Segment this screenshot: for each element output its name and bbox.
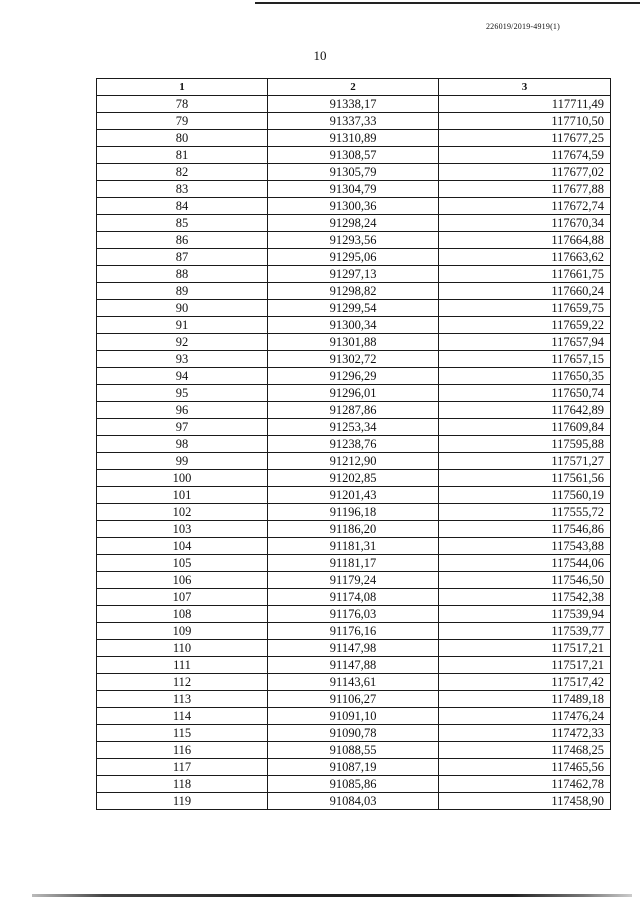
table-row [97,300,611,317]
point-number-cell: 85 [97,215,268,232]
table-row [97,368,611,385]
y-coordinate-cell: 117555,72 [439,504,611,521]
y-coordinate-cell: 117472,33 [439,725,611,742]
y-coordinate-cell: 117561,56 [439,470,611,487]
y-coordinate-cell: 117660,24 [439,283,611,300]
point-number-cell: 88 [97,266,268,283]
point-number-cell: 105 [97,555,268,572]
x-coordinate-cell: 91310,89 [268,130,439,147]
x-coordinate-cell: 91147,98 [268,640,439,657]
x-coordinate-cell: 91296,01 [268,385,439,402]
x-coordinate-cell: 91296,29 [268,368,439,385]
y-coordinate-cell: 117542,38 [439,589,611,606]
x-coordinate-cell: 91238,76 [268,436,439,453]
x-coordinate-cell: 91186,20 [268,521,439,538]
x-coordinate-cell: 91085,86 [268,776,439,793]
y-coordinate-cell: 117672,74 [439,198,611,215]
point-number-cell: 81 [97,147,268,164]
table-row [97,317,611,334]
table-row [97,487,611,504]
x-coordinate-cell: 91147,88 [268,657,439,674]
table-row [97,470,611,487]
x-coordinate-cell: 91298,24 [268,215,439,232]
y-coordinate-cell: 117595,88 [439,436,611,453]
table-row [97,504,611,521]
x-coordinate-cell: 91300,34 [268,317,439,334]
y-coordinate-cell: 117468,25 [439,742,611,759]
point-number-cell: 106 [97,572,268,589]
point-number-cell: 109 [97,623,268,640]
table-row [97,589,611,606]
point-number-cell: 100 [97,470,268,487]
x-coordinate-cell: 91305,79 [268,164,439,181]
table-row [97,249,611,266]
table-row [97,147,611,164]
point-number-cell: 96 [97,402,268,419]
y-coordinate-cell: 117609,84 [439,419,611,436]
y-coordinate-cell: 117711,49 [439,96,611,113]
table-row [97,385,611,402]
table-row [97,725,611,742]
coordinates-table [96,78,611,810]
table-row [97,538,611,555]
point-number-cell: 90 [97,300,268,317]
table-row [97,436,611,453]
x-coordinate-cell: 91293,56 [268,232,439,249]
x-coordinate-cell: 91202,85 [268,470,439,487]
point-number-cell: 86 [97,232,268,249]
table-row [97,521,611,538]
point-number-cell: 111 [97,657,268,674]
y-coordinate-cell: 117546,86 [439,521,611,538]
x-coordinate-cell: 91253,34 [268,419,439,436]
y-coordinate-cell: 117560,19 [439,487,611,504]
table-row [97,402,611,419]
y-coordinate-cell: 117657,15 [439,351,611,368]
x-coordinate-cell: 91295,06 [268,249,439,266]
table-row [97,776,611,793]
x-coordinate-cell: 91091,10 [268,708,439,725]
table-row [97,351,611,368]
point-number-cell: 91 [97,317,268,334]
x-coordinate-cell: 91196,18 [268,504,439,521]
table-row [97,606,611,623]
table-row [97,96,611,113]
x-coordinate-cell: 91297,13 [268,266,439,283]
table-row [97,215,611,232]
x-coordinate-cell: 91212,90 [268,453,439,470]
point-number-cell: 99 [97,453,268,470]
x-coordinate-cell: 91084,03 [268,793,439,810]
table-row [97,708,611,725]
x-coordinate-cell: 91181,31 [268,538,439,555]
x-coordinate-cell: 91287,86 [268,402,439,419]
point-number-cell: 83 [97,181,268,198]
table-row [97,266,611,283]
x-coordinate-cell: 91143,61 [268,674,439,691]
point-number-cell: 87 [97,249,268,266]
y-coordinate-cell: 117661,75 [439,266,611,283]
y-coordinate-cell: 117650,74 [439,385,611,402]
y-coordinate-cell: 117650,35 [439,368,611,385]
table-body [97,96,611,810]
table-row [97,793,611,810]
table-row [97,572,611,589]
table-row [97,555,611,572]
y-coordinate-cell: 117642,89 [439,402,611,419]
x-coordinate-cell: 91302,72 [268,351,439,368]
point-number-cell: 107 [97,589,268,606]
point-number-cell: 119 [97,793,268,810]
x-coordinate-cell: 91176,16 [268,623,439,640]
x-coordinate-cell: 91301,88 [268,334,439,351]
y-coordinate-cell: 117657,94 [439,334,611,351]
table-row [97,657,611,674]
x-coordinate-cell: 91337,33 [268,113,439,130]
column-header-point: 1 [97,79,268,96]
column-header-x: 2 [268,79,439,96]
y-coordinate-cell: 117674,59 [439,147,611,164]
table-row [97,742,611,759]
point-number-cell: 102 [97,504,268,521]
y-coordinate-cell: 117489,18 [439,691,611,708]
point-number-cell: 113 [97,691,268,708]
x-coordinate-cell: 91304,79 [268,181,439,198]
point-number-cell: 92 [97,334,268,351]
x-coordinate-cell: 91087,19 [268,759,439,776]
x-coordinate-cell: 91308,57 [268,147,439,164]
table-header-row [97,79,611,96]
y-coordinate-cell: 117659,22 [439,317,611,334]
point-number-cell: 94 [97,368,268,385]
table-row [97,113,611,130]
point-number-cell: 97 [97,419,268,436]
point-number-cell: 78 [97,96,268,113]
point-number-cell: 118 [97,776,268,793]
table-row [97,623,611,640]
table-row [97,419,611,436]
table-row [97,759,611,776]
table-row [97,130,611,147]
y-coordinate-cell: 117465,56 [439,759,611,776]
column-header-y: 3 [439,79,611,96]
x-coordinate-cell: 91176,03 [268,606,439,623]
point-number-cell: 103 [97,521,268,538]
table-row [97,198,611,215]
point-number-cell: 93 [97,351,268,368]
y-coordinate-cell: 117543,88 [439,538,611,555]
point-number-cell: 112 [97,674,268,691]
y-coordinate-cell: 117659,75 [439,300,611,317]
x-coordinate-cell: 91181,17 [268,555,439,572]
table-row [97,334,611,351]
y-coordinate-cell: 117670,34 [439,215,611,232]
top-scan-rule [255,2,640,4]
y-coordinate-cell: 117517,21 [439,640,611,657]
x-coordinate-cell: 91338,17 [268,96,439,113]
x-coordinate-cell: 91090,78 [268,725,439,742]
y-coordinate-cell: 117677,88 [439,181,611,198]
x-coordinate-cell: 91201,43 [268,487,439,504]
y-coordinate-cell: 117571,27 [439,453,611,470]
point-number-cell: 110 [97,640,268,657]
page-number: 10 [313,48,327,63]
y-coordinate-cell: 117677,25 [439,130,611,147]
point-number-cell: 95 [97,385,268,402]
y-coordinate-cell: 117677,02 [439,164,611,181]
y-coordinate-cell: 117710,50 [439,113,611,130]
table-row [97,453,611,470]
y-coordinate-cell: 117517,42 [439,674,611,691]
table-row [97,691,611,708]
point-number-cell: 114 [97,708,268,725]
point-number-cell: 101 [97,487,268,504]
point-number-cell: 116 [97,742,268,759]
y-coordinate-cell: 117546,50 [439,572,611,589]
y-coordinate-cell: 117544,06 [439,555,611,572]
point-number-cell: 80 [97,130,268,147]
y-coordinate-cell: 117462,78 [439,776,611,793]
point-number-cell: 115 [97,725,268,742]
document-code: 226019/2019-4919(1) [485,22,560,31]
y-coordinate-cell: 117539,77 [439,623,611,640]
x-coordinate-cell: 91088,55 [268,742,439,759]
point-number-cell: 84 [97,198,268,215]
point-number-cell: 79 [97,113,268,130]
point-number-cell: 89 [97,283,268,300]
x-coordinate-cell: 91299,54 [268,300,439,317]
y-coordinate-cell: 117476,24 [439,708,611,725]
point-number-cell: 117 [97,759,268,776]
y-coordinate-cell: 117517,21 [439,657,611,674]
x-coordinate-cell: 91106,27 [268,691,439,708]
y-coordinate-cell: 117539,94 [439,606,611,623]
table-row [97,674,611,691]
table-row [97,640,611,657]
x-coordinate-cell: 91179,24 [268,572,439,589]
table-row [97,181,611,198]
y-coordinate-cell: 117458,90 [439,793,611,810]
y-coordinate-cell: 117663,62 [439,249,611,266]
table-row [97,232,611,249]
x-coordinate-cell: 91298,82 [268,283,439,300]
table-row [97,164,611,181]
table-row [97,283,611,300]
x-coordinate-cell: 91300,36 [268,198,439,215]
y-coordinate-cell: 117664,88 [439,232,611,249]
point-number-cell: 82 [97,164,268,181]
bottom-scan-rule [32,894,632,897]
x-coordinate-cell: 91174,08 [268,589,439,606]
point-number-cell: 104 [97,538,268,555]
point-number-cell: 98 [97,436,268,453]
point-number-cell: 108 [97,606,268,623]
